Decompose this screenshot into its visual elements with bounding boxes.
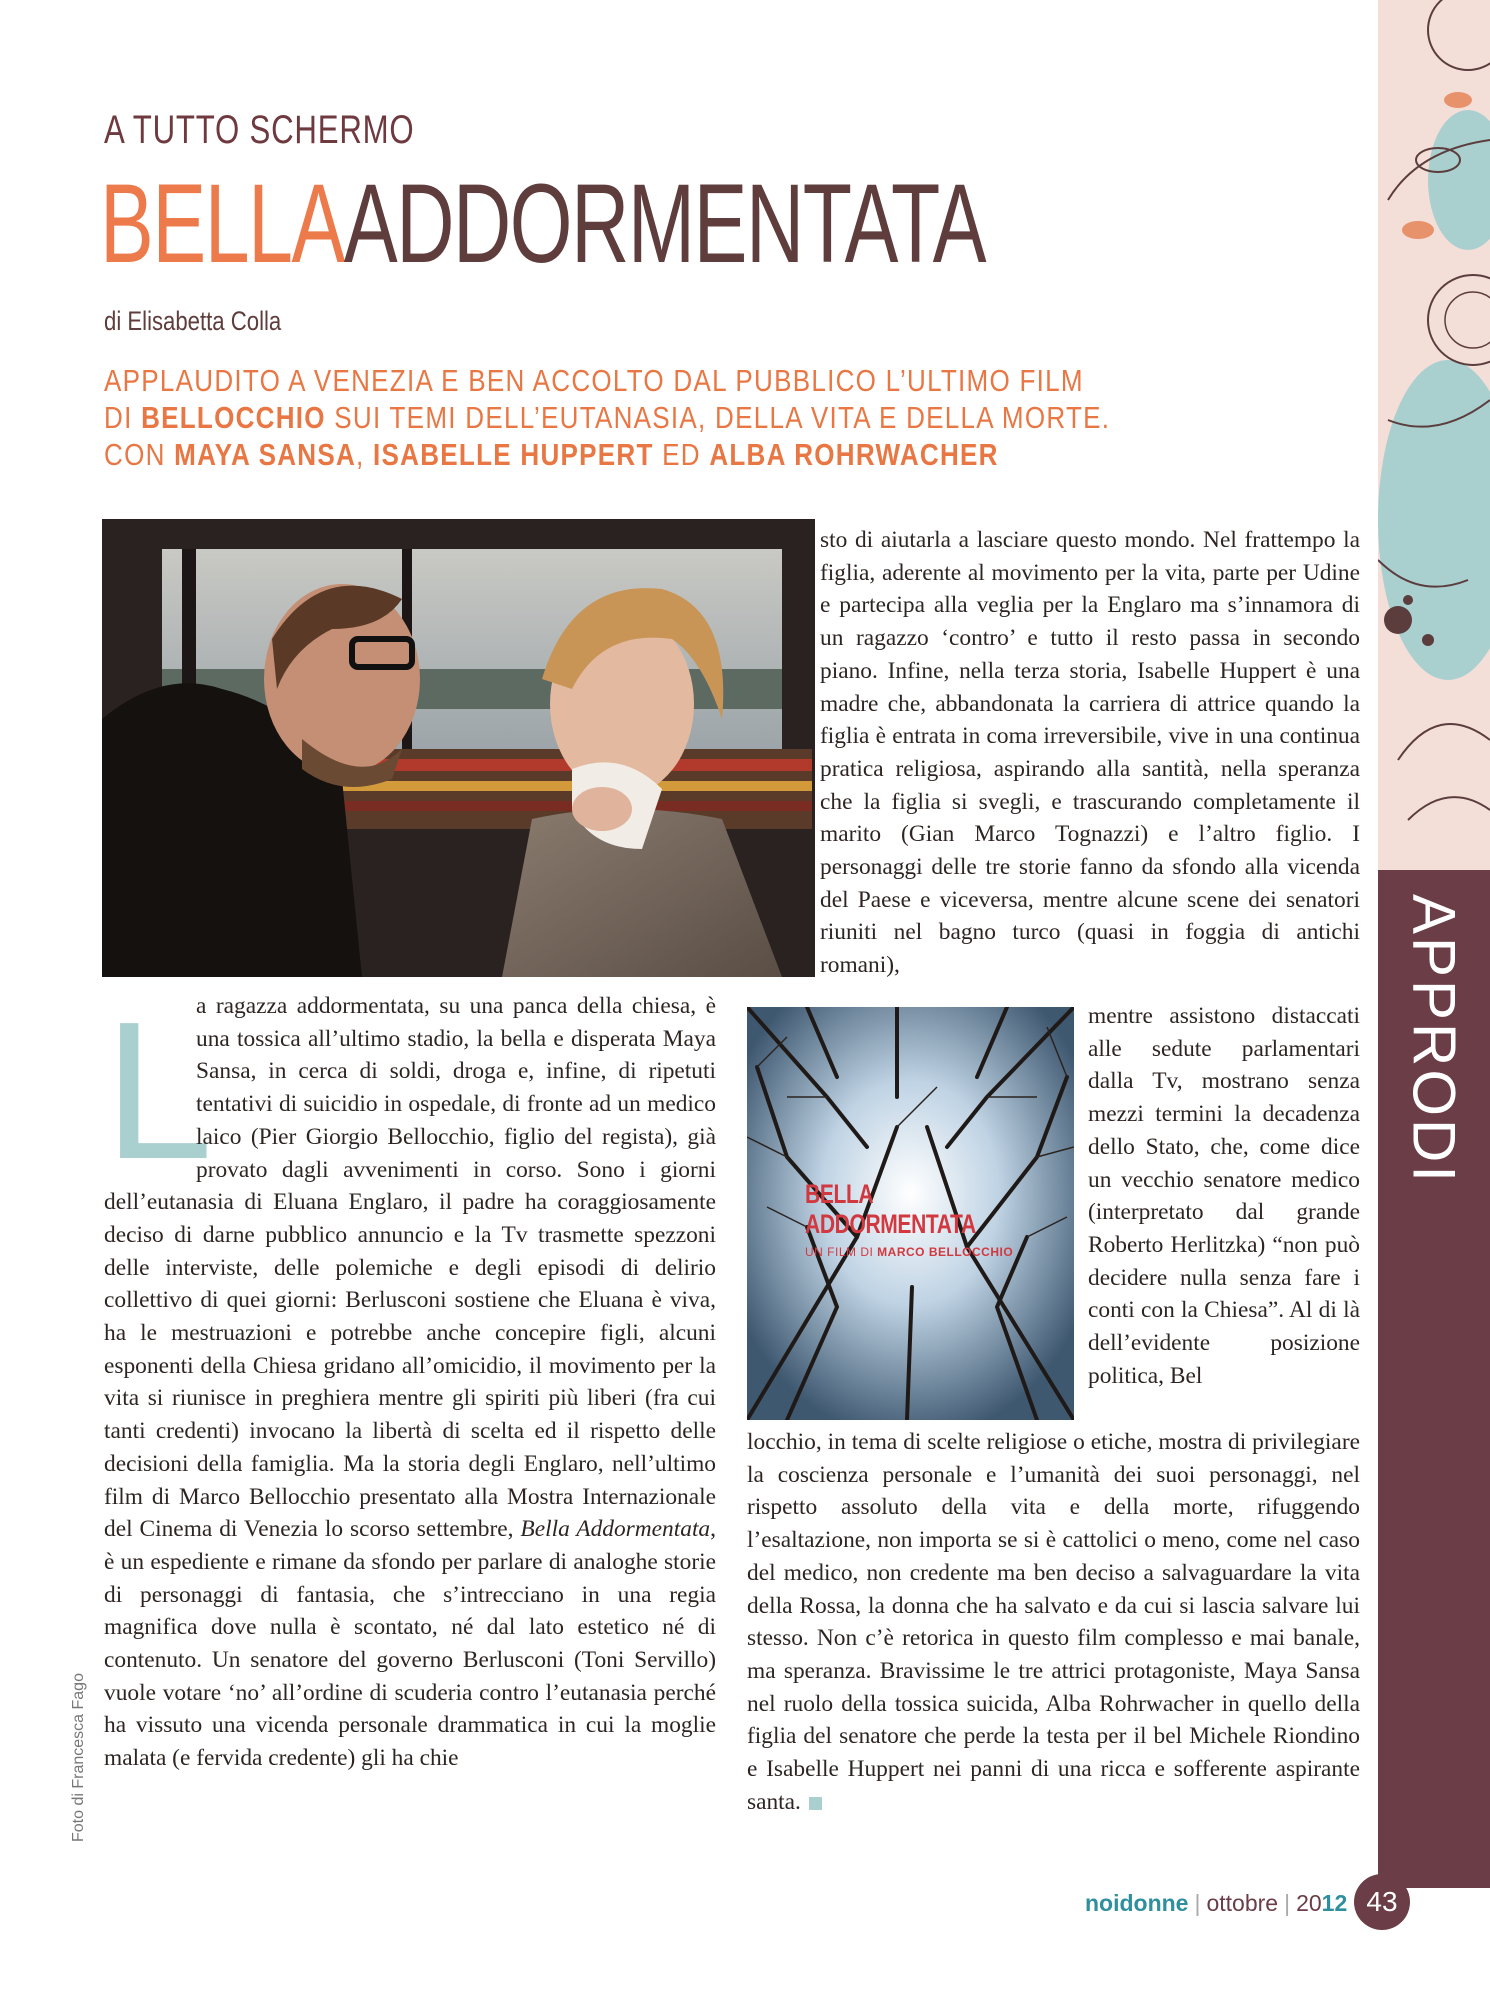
film-title-italic: Bella Addormentata [520, 1516, 711, 1543]
poster-subtitle-text: UN FILM DI [805, 1245, 878, 1259]
subhead-actor: ALBA ROHRWACHER [709, 437, 999, 472]
article-title [100, 161, 986, 286]
poster-subtitle [805, 1245, 1013, 1259]
body-text-end: locchio, in tema di scelte religiose o etiche, mostra di privilegiare la coscienza personale e l’umanità dei suoi personaggi, nel rispetto assoluto della vita e della morte, rifuggendo l’esaltazione, non importa se si è cattolici o meno, come nel caso del medico, non credente ma ben deciso a salvaguardare la vita della Rossa, la donna che ha salvato e da cui si lascia salvare lui stesso. Non c’è retorica in questo film complesso e mai banale, ma speranza. Bravissime le tre attrici protagoniste, Maya Sansa nel ruolo della tossica suicida, Alba Rohrwacher in quello della figlia del senatore che perde la testa per il bel Michele Riondino e Isabelle Huppert nei panni di una ricca e sofferente aspirante santa. [747, 1429, 1360, 1815]
subhead-director: BELLOCCHIO [141, 400, 326, 435]
section-label: A TUTTO SCHERMO [104, 108, 415, 152]
film-poster [747, 1007, 1074, 1420]
poster-title-line-1: BELLA [805, 1179, 874, 1209]
drop-cap: L [104, 981, 214, 1200]
subhead-text: CON [104, 437, 175, 472]
footer-separator: | [1284, 1890, 1291, 1916]
issue-year-prefix: 20 [1296, 1890, 1322, 1916]
poster-director: MARCO BELLOCCHIO [877, 1245, 1014, 1259]
subhead-line-2 [104, 399, 1179, 436]
footer-separator: | [1194, 1890, 1201, 1916]
subhead-line-1: APPLAUDITO A VENEZIA E BEN ACCOLTO DAL PUBBLICO L’ULTIMO FILM [104, 363, 1084, 398]
body-text: , è un espediente e rimane da sfondo per parlare di analoghe storie di personaggi di fantasia, che s’intrecciano in una regia magnifica dove nulla è scontato, né dal lato estetico né di contenuto. Un senatore del governo Berlusconi (Toni Servillo) vuole votare ‘no’ all’ordine di scuderia contro l’eutanasia perché ha vissuto una vicenda personale drammatica in cui la moglie malata (e fervida credente) gli ha chie [104, 1516, 716, 1772]
issue-year [1296, 1890, 1347, 1916]
subhead-actor: ISABELLE HUPPERT [373, 437, 654, 472]
page-footer [1085, 1890, 1347, 1930]
title-part-1: BELLA [100, 161, 344, 286]
byline: di Elisabetta Colla [104, 306, 282, 336]
subhead-line-3 [104, 436, 1179, 473]
subhead [104, 362, 1179, 473]
body-text: sto di aiutarla a lasciare questo mondo. Nel frattempo la figlia, aderente al movimento per la vita, parte per Udine e partecipa alla veglia per la Englaro ma s’innamora di un ragazzo ‘contro’ e tutto il resto passa in secondo piano. Infine, nella terza storia, Isabelle Huppert è una madre che, abbandonata la carriera di attrice quando la figlia è entrata in coma irreversibile, vive in una continua pratica religiosa, aspirando alla santità, nella speranza che la figlia si svegli, e trascurando completamente il marito (Gian Marco Tognazzi) e l’altro figlio. I personaggi delle tre storie fanno da sfondo alla vicenda del Paese e viceversa, mentre alcune scene dei senatori riuniti nel bagno turco (quasi in foggia di antichi romani), [820, 527, 1360, 979]
issue-year-suffix: 12 [1321, 1890, 1348, 1916]
film-still-photo [102, 519, 815, 977]
floral-decoration [1378, 0, 1490, 870]
article-body-right-column-top [820, 524, 1360, 982]
poster-title-line-2: ADDORMENTATA [805, 1209, 976, 1239]
article-body-left-column [104, 981, 716, 1775]
body-text: a ragazza addormentata, su una panca della chiesa, è una tossica all’ultimo stadio, la bella e disperata Maya Sansa, in cerca di soldi, droga e, infine, di ripetuti tentativi di suicidio in ospedale, di fronte ad un medico laico (Pier Giorgio Bellocchio, figlio del regista), già provato dagli avvenimenti in corso. Sono i giorni dell’eutanasia di Eluana Englaro, il padre ha coraggiosamente deciso di darne pubblico annuncio e la Tv trasmette spezzoni delle interviste, delle polemiche e degli episodi di delirio collettivo di quei giorni: Berlusconi sostiene che Eluana è viva, ha le mestruazioni e potrebbe anche concepire figli, alcuni esponenti della Chiesa gridano all’omicidio, il movimento per la vita si riunisce in preghiera mentre gli spiriti più liberi (fra cui tanti credenti) invocano la libertà di scelta ed il rispetto delle decisioni della famiglia. Ma la storia degli Englaro, nell’ultimo film di Marco Bellocchio presentato alla Mostra Internazionale del Cinema di Venezia lo scorso settembre, [104, 993, 716, 1543]
article-body-right-column-wrap [1088, 1000, 1360, 1392]
subhead-text: DI [104, 400, 142, 435]
article-body-right-column-bottom [747, 1426, 1360, 1818]
subhead-text: , [356, 437, 374, 472]
section-tab-label: APPRODI [1400, 894, 1468, 1186]
issue-month: ottobre [1206, 1890, 1279, 1916]
subhead-text: ED [653, 437, 710, 472]
end-square-icon [809, 1797, 822, 1810]
section-tab [1378, 870, 1490, 1888]
body-text: mentre assistono distaccati alle sedute parlamentari dalla Tv, mostrano senza mezzi termini la decadenza dello Stato, che, come dice un vecchio senatore medico (interpretato dal grande Roberto Herlitzka) “non può decidere nulla senza fare i conti con la Chiesa”. Al di là dell’evidente posizione politica, Bel [1088, 1003, 1360, 1389]
photo-credit: Foto di Francesca Fago [70, 1673, 87, 1842]
title-part-2: ADDORMENTATA [343, 161, 986, 286]
subhead-text: SUI TEMI DELL’EUTANASIA, DELLA VITA E DELLA MORTE. [325, 400, 1111, 435]
page-number: 43 [1354, 1874, 1410, 1930]
poster-title [805, 1179, 1065, 1239]
subhead-actor: MAYA SANSA [174, 437, 357, 472]
magazine-name: noidonne [1085, 1890, 1189, 1916]
body-text [747, 1426, 1360, 1818]
